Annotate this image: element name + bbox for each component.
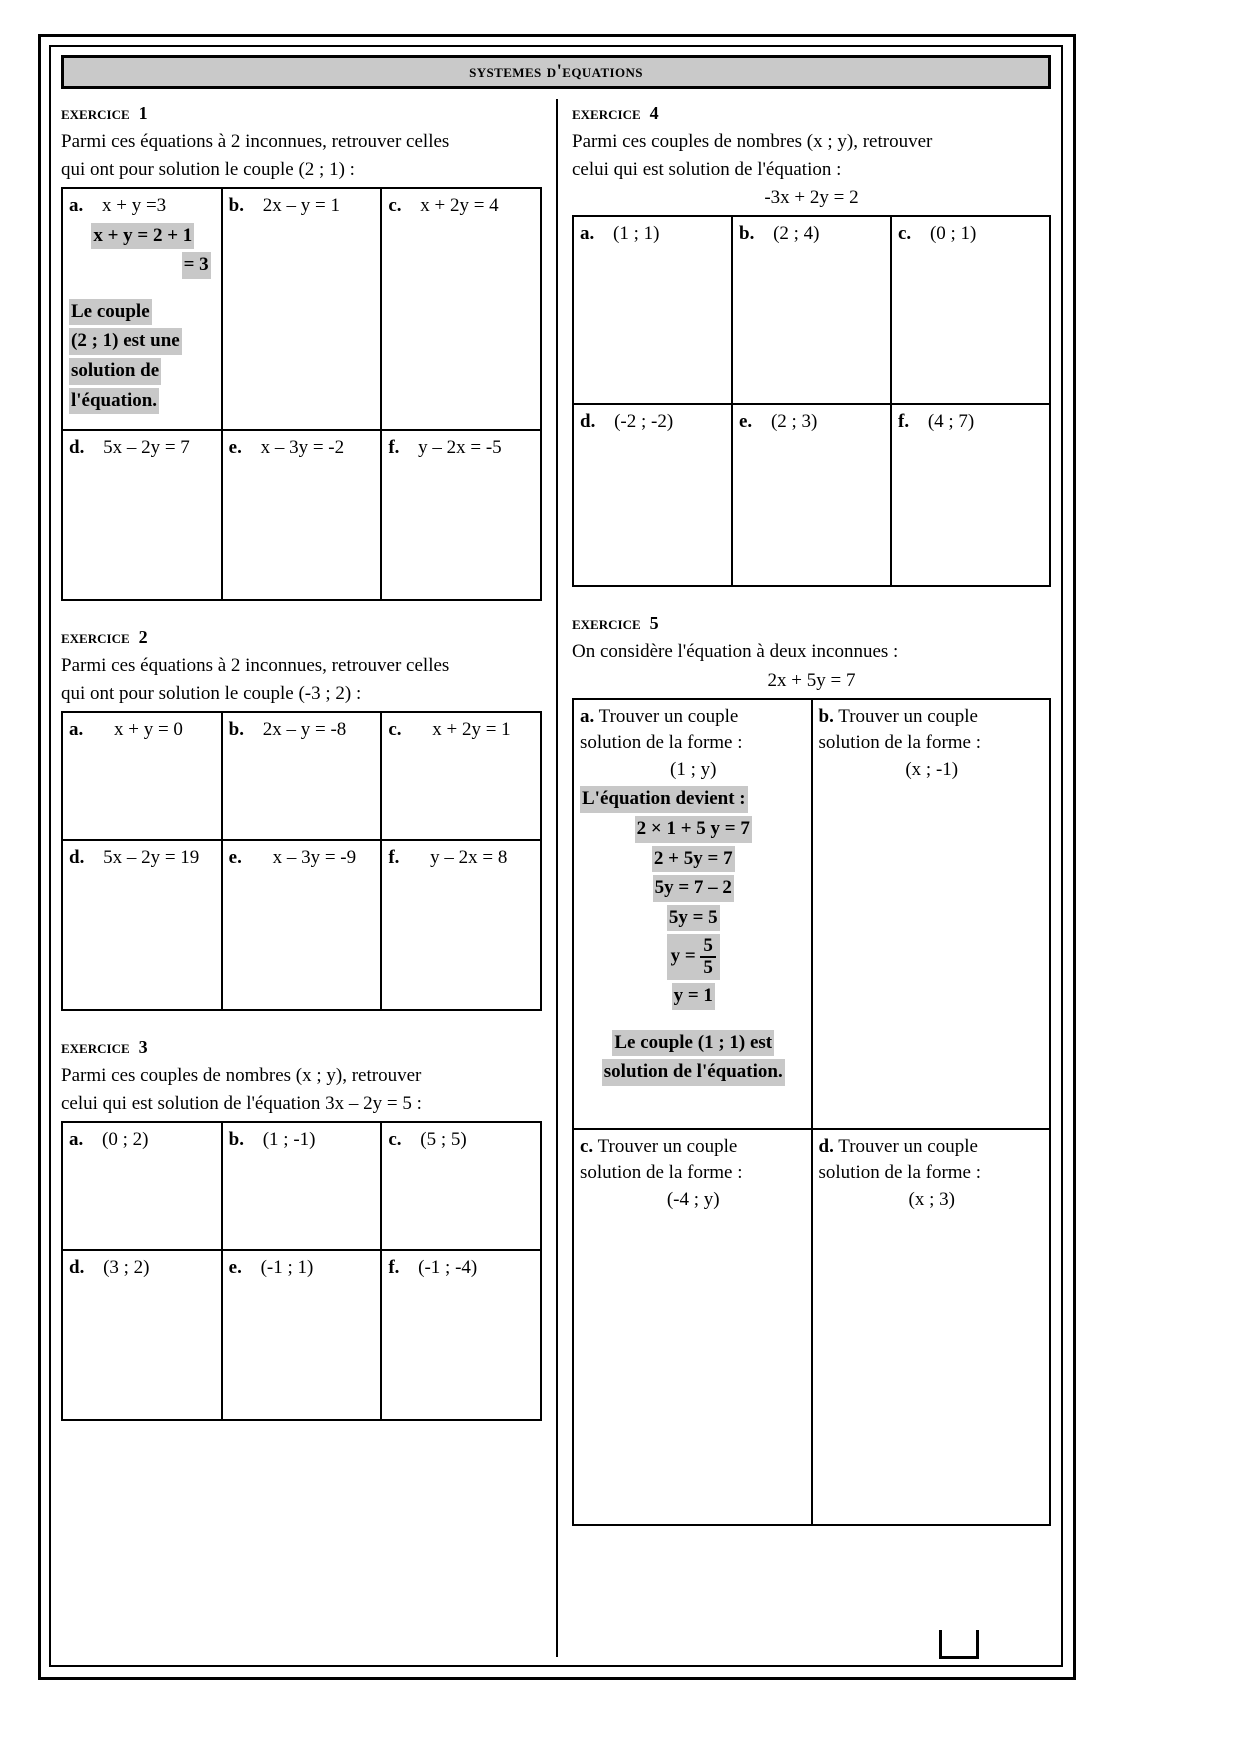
exercise-4-cell-d-label: d.: [580, 411, 596, 433]
exercise-5-cell-c-form: (-4 ; y): [666, 1188, 720, 1210]
exercise-5-answer-step6-row: [580, 983, 807, 1010]
exercise-5-answer-step5-row: [580, 934, 807, 980]
exercise-1-cell-a-equation: x + y =3: [102, 195, 167, 217]
exercise-3-cell-e-value: (-1 ; 1): [260, 1257, 314, 1279]
exercise-3-cell-c[interactable]: [381, 1122, 541, 1250]
exercise-4-heading-number: 4: [649, 103, 659, 123]
exercise-5-cell-d[interactable]: [812, 1129, 1051, 1525]
exercise-4-heading-label: exercice: [572, 103, 641, 123]
exercise-1-answer-step1-row: [69, 223, 217, 250]
exercise-5-cell-c-prompt-line2: solution de la forme :: [580, 1162, 743, 1184]
exercise-5-cell-c-prompt-line1: Trouver un couple: [597, 1135, 738, 1157]
exercise-2-table: [61, 711, 542, 1011]
fraction-five-over-five: [700, 936, 716, 978]
exercise-4-cell-e[interactable]: [732, 404, 891, 586]
table-row: [62, 1250, 541, 1420]
table-row: [573, 404, 1050, 586]
exercise-2-cell-e-equation: x – 3y = -9: [272, 847, 357, 869]
worksheet-page: [38, 34, 1076, 1680]
exercise-4-cell-c-label: c.: [898, 223, 912, 245]
exercise-3-instructions: [61, 1062, 542, 1117]
exercise-5-cell-b[interactable]: [812, 699, 1051, 1129]
exercise-1-cell-c[interactable]: [381, 188, 541, 430]
exercise-1-heading-label: exercice: [61, 103, 130, 123]
exercise-1-cell-d-equation: 5x – 2y = 7: [103, 437, 190, 459]
exercise-1-cell-d-label: d.: [69, 437, 85, 459]
exercise-4-cell-f-value: (4 ; 7): [927, 411, 975, 433]
exercise-4-cell-a-label: a.: [580, 223, 595, 245]
table-row: [62, 712, 541, 840]
exercise-5-answer-step6: y = 1: [672, 983, 715, 1010]
exercise-5-cell-d-prompt-line2: solution de la forme :: [818, 1162, 982, 1184]
exercise-2-cell-a-label: a.: [69, 719, 84, 741]
exercise-1-conclusion-line4-row: [69, 388, 217, 415]
exercise-2-cell-b-equation: 2x – y = -8: [262, 719, 347, 741]
exercise-3-cell-a[interactable]: [62, 1122, 222, 1250]
exercise-1-cell-f-equation: y – 2x = -5: [418, 437, 502, 459]
exercise-5-answer-step3-row: [580, 875, 807, 902]
exercise-5-cell-b-prompt-line1: Trouver un couple: [838, 705, 978, 727]
exercise-2-cell-d[interactable]: [62, 840, 222, 1010]
exercise-1-answer-step2-row: [69, 252, 217, 279]
exercise-4-cell-b-value: (2 ; 4): [773, 223, 820, 245]
exercise-5-heading-number: 5: [649, 613, 659, 634]
exercise-4-cell-d-value: (-2 ; -2): [614, 411, 674, 433]
exercise-2-instructions: [61, 652, 542, 707]
exercise-5-cell-a-label: a.: [580, 705, 595, 727]
exercise-1-table: [61, 187, 542, 601]
table-row: [62, 840, 541, 1010]
right-column: [556, 99, 1051, 1657]
document-title-banner: [61, 55, 1051, 89]
exercise-1-instructions-line1: Parmi ces équations à 2 inconnues, retrouver celles: [61, 131, 450, 152]
exercise-3-cell-b[interactable]: [222, 1122, 382, 1250]
exercise-5-answer-step5: [667, 934, 720, 980]
exercise-5-answer-step2: 2 + 5y = 7: [652, 846, 735, 873]
exercise-1-heading-number: 1: [138, 103, 148, 123]
exercise-1-cell-e[interactable]: [222, 430, 382, 600]
fraction-numerator: 5: [700, 936, 716, 958]
page-title: systemes d'equations: [469, 61, 643, 82]
exercise-2-instructions-line1: Parmi ces équations à 2 inconnues, retrouver celles: [61, 655, 450, 677]
table-row: [62, 1122, 541, 1250]
exercise-2-cell-f-label: f.: [388, 847, 400, 869]
exercise-3-cell-b-value: (1 ; -1): [262, 1129, 316, 1151]
exercise-3-cell-d-value: (3 ; 2): [103, 1257, 150, 1279]
exercise-4-cell-c-value: (0 ; 1): [929, 223, 977, 245]
exercise-1-cell-b-equation: 2x – y = 1: [262, 195, 340, 217]
exercise-3-heading: [61, 1037, 542, 1058]
exercise-1-cell-b[interactable]: [222, 188, 382, 430]
fraction-denominator: 5: [703, 957, 713, 979]
exercise-1-answer-step1: x + y = 2 + 1: [91, 223, 194, 250]
exercise-1-cell-e-equation: x – 3y = -2: [260, 437, 345, 459]
exercise-1-cell-c-equation: x + 2y = 4: [420, 195, 499, 217]
exercise-2-cell-c[interactable]: [381, 712, 541, 840]
left-column: [61, 99, 556, 1657]
exercise-4-cell-e-value: (2 ; 3): [770, 411, 818, 433]
exercise-5-cell-a-prompt-line1: Trouver un couple: [598, 705, 739, 727]
exercise-5-cell-a[interactable]: [573, 699, 812, 1129]
two-column-layout: [61, 99, 1051, 1657]
exercise-4-cell-d[interactable]: [573, 404, 732, 586]
exercise-2-cell-b[interactable]: [222, 712, 382, 840]
table-row: [62, 188, 541, 430]
exercise-1-cell-f[interactable]: [381, 430, 541, 600]
exercise-1-cell-d[interactable]: [62, 430, 222, 600]
exercise-2-cell-e-label: e.: [228, 847, 242, 869]
exercise-5-cell-b-label: b.: [818, 705, 834, 727]
exercise-1-conclusion-line4: l'équation.: [69, 388, 159, 415]
exercise-2-cell-c-label: c.: [388, 719, 402, 741]
exercise-4-cell-f-label: f.: [898, 411, 910, 433]
exercise-1-cell-e-label: e.: [228, 437, 242, 459]
exercise-3-cell-c-value: (5 ; 5): [420, 1129, 467, 1151]
exercise-3-cell-f-label: f.: [388, 1257, 400, 1279]
exercise-4-instructions-line2: celui qui est solution de l'équation :: [572, 158, 842, 180]
worksheet-inner-frame: [49, 45, 1063, 1667]
exercise-3-instructions-line2: celui qui est solution de l'équation 3x – 2y = 5 :: [61, 1092, 422, 1114]
exercise-4-cell-c[interactable]: [891, 216, 1050, 404]
exercise-5-equation: 2x + 5y = 7: [767, 669, 856, 691]
exercise-4-cell-a[interactable]: [573, 216, 732, 404]
exercise-3-cell-e-label: e.: [228, 1257, 242, 1279]
exercise-3-cell-a-value: (0 ; 2): [102, 1129, 149, 1151]
exercise-1-instructions: [61, 128, 542, 183]
exercise-1-heading: [61, 103, 542, 124]
exercise-2-cell-e[interactable]: [222, 840, 382, 1010]
exercise-5-answer-intro: L'équation devient :: [580, 786, 748, 813]
exercise-2-cell-d-equation: 5x – 2y = 19: [103, 847, 200, 869]
exercise-2-heading-number: 2: [138, 627, 148, 648]
exercise-5-answer-step2-row: [580, 846, 807, 873]
exercise-4-heading: [572, 103, 1051, 124]
exercise-1-cell-a[interactable]: [62, 188, 222, 430]
exercise-2-cell-c-equation: x + 2y = 1: [432, 719, 511, 741]
exercise-5-conclusion-line2: solution de l'équation.: [602, 1059, 785, 1086]
exercise-5-instructions-line1: On considère l'équation à deux inconnues :: [572, 641, 899, 663]
exercise-5-cell-d-form: (x ; 3): [908, 1188, 955, 1210]
exercise-1-cell-a-label: a.: [69, 195, 84, 217]
exercise-5-answer-step4: 5y = 5: [667, 905, 720, 932]
exercise-5-cell-a-form: (1 ; y): [670, 758, 717, 780]
exercise-2-cell-a-equation: x + y = 0: [114, 719, 183, 741]
exercise-5-cell-d-prompt-line1: Trouver un couple: [838, 1135, 978, 1157]
exercise-3-cell-f[interactable]: [381, 1250, 541, 1420]
exercise-1-cell-b-label: b.: [228, 195, 244, 217]
exercise-1-conclusion-line1: Le couple: [69, 299, 152, 326]
exercise-4-instructions-line1: Parmi ces couples de nombres (x ; y), retrouver: [572, 131, 933, 152]
exercise-5-answer-step1-row: [580, 816, 807, 843]
exercise-5-cell-b-form: (x ; -1): [905, 758, 959, 780]
exercise-3-cell-d-label: d.: [69, 1257, 85, 1279]
exercise-1-conclusion-line3: solution de: [69, 358, 161, 385]
exercise-3-cell-c-label: c.: [388, 1129, 402, 1151]
table-row: [573, 216, 1050, 404]
exercise-5-heading-label: exercice: [572, 613, 641, 634]
exercise-1-instructions-line2: qui ont pour solution le couple (2 ; 1) :: [61, 158, 355, 180]
exercise-2-cell-d-label: d.: [69, 847, 85, 869]
exercise-5-conclusion-line1: Le couple (1 ; 1) est: [612, 1030, 774, 1057]
exercise-3-cell-a-label: a.: [69, 1129, 84, 1151]
exercise-4-equation: -3x + 2y = 2: [764, 187, 859, 209]
table-row: [62, 430, 541, 600]
exercise-4-cell-b[interactable]: [732, 216, 891, 404]
table-row: [573, 699, 1050, 1129]
exercise-5-conclusion-line2-row: [580, 1059, 807, 1086]
answer-spacer: [69, 282, 217, 296]
exercise-2-cell-b-label: b.: [228, 719, 244, 741]
exercise-2-instructions-line2: qui ont pour solution le couple (-3 ; 2) :: [61, 682, 362, 704]
exercise-2-heading-label: exercice: [61, 627, 130, 648]
exercise-2-cell-f-equation: y – 2x = 8: [430, 847, 508, 869]
answer-spacer: [580, 1013, 807, 1027]
table-row: [573, 1129, 1050, 1525]
exercise-3-heading-number: 3: [138, 1037, 148, 1058]
exercise-4-cell-a-value: (1 ; 1): [613, 223, 660, 245]
exercise-5-answer-intro-row: [580, 786, 807, 813]
exercise-4-cell-f[interactable]: [891, 404, 1050, 586]
exercise-5-instructions: [572, 638, 1051, 666]
exercise-5-answer-step1: 2 × 1 + 5 y = 7: [635, 816, 752, 843]
exercise-5-cell-c-label: c.: [580, 1135, 594, 1157]
exercise-5-cell-c[interactable]: [573, 1129, 812, 1525]
exercise-5-heading: [572, 613, 1051, 634]
exercise-5-answer-step4-row: [580, 905, 807, 932]
exercise-2-heading: [61, 627, 542, 648]
exercise-3-cell-f-value: (-1 ; -4): [418, 1257, 478, 1279]
exercise-5-conclusion-line1-row: [580, 1030, 807, 1057]
exercise-5-table: [572, 698, 1051, 1526]
exercise-1-conclusion-line2-row: [69, 328, 217, 355]
exercise-4-cell-b-label: b.: [739, 223, 755, 245]
exercise-3-instructions-line1: Parmi ces couples de nombres (x ; y), retrouver: [61, 1065, 422, 1087]
exercise-4-table: [572, 215, 1051, 587]
exercise-4-instructions: [572, 128, 1051, 183]
exercise-2-cell-f[interactable]: [381, 840, 541, 1010]
exercise-1-conclusion-line3-row: [69, 358, 217, 385]
exercise-1-cell-f-label: f.: [388, 437, 400, 459]
exercise-5-answer-step5-prefix: y =: [670, 945, 696, 967]
exercise-3-cell-e[interactable]: [222, 1250, 382, 1420]
page-corner-mark: [939, 1630, 979, 1659]
exercise-1-cell-c-label: c.: [388, 195, 402, 217]
exercise-5-cell-a-prompt-line2: solution de la forme :: [580, 732, 743, 754]
exercise-4-cell-e-label: e.: [739, 411, 753, 433]
exercise-2-cell-a[interactable]: [62, 712, 222, 840]
exercise-3-cell-b-label: b.: [228, 1129, 244, 1151]
exercise-5-cell-d-label: d.: [818, 1135, 834, 1157]
exercise-1-conclusion-line1-row: [69, 299, 217, 326]
exercise-5-answer-step3: 5y = 7 – 2: [653, 875, 734, 902]
exercise-3-table: [61, 1121, 542, 1421]
exercise-1-conclusion-line2: (2 ; 1) est une: [69, 328, 182, 355]
exercise-3-cell-d[interactable]: [62, 1250, 222, 1420]
exercise-1-answer-step2: = 3: [182, 252, 211, 279]
exercise-5-cell-b-prompt-line2: solution de la forme :: [818, 732, 982, 754]
exercise-3-heading-label: exercice: [61, 1037, 130, 1058]
